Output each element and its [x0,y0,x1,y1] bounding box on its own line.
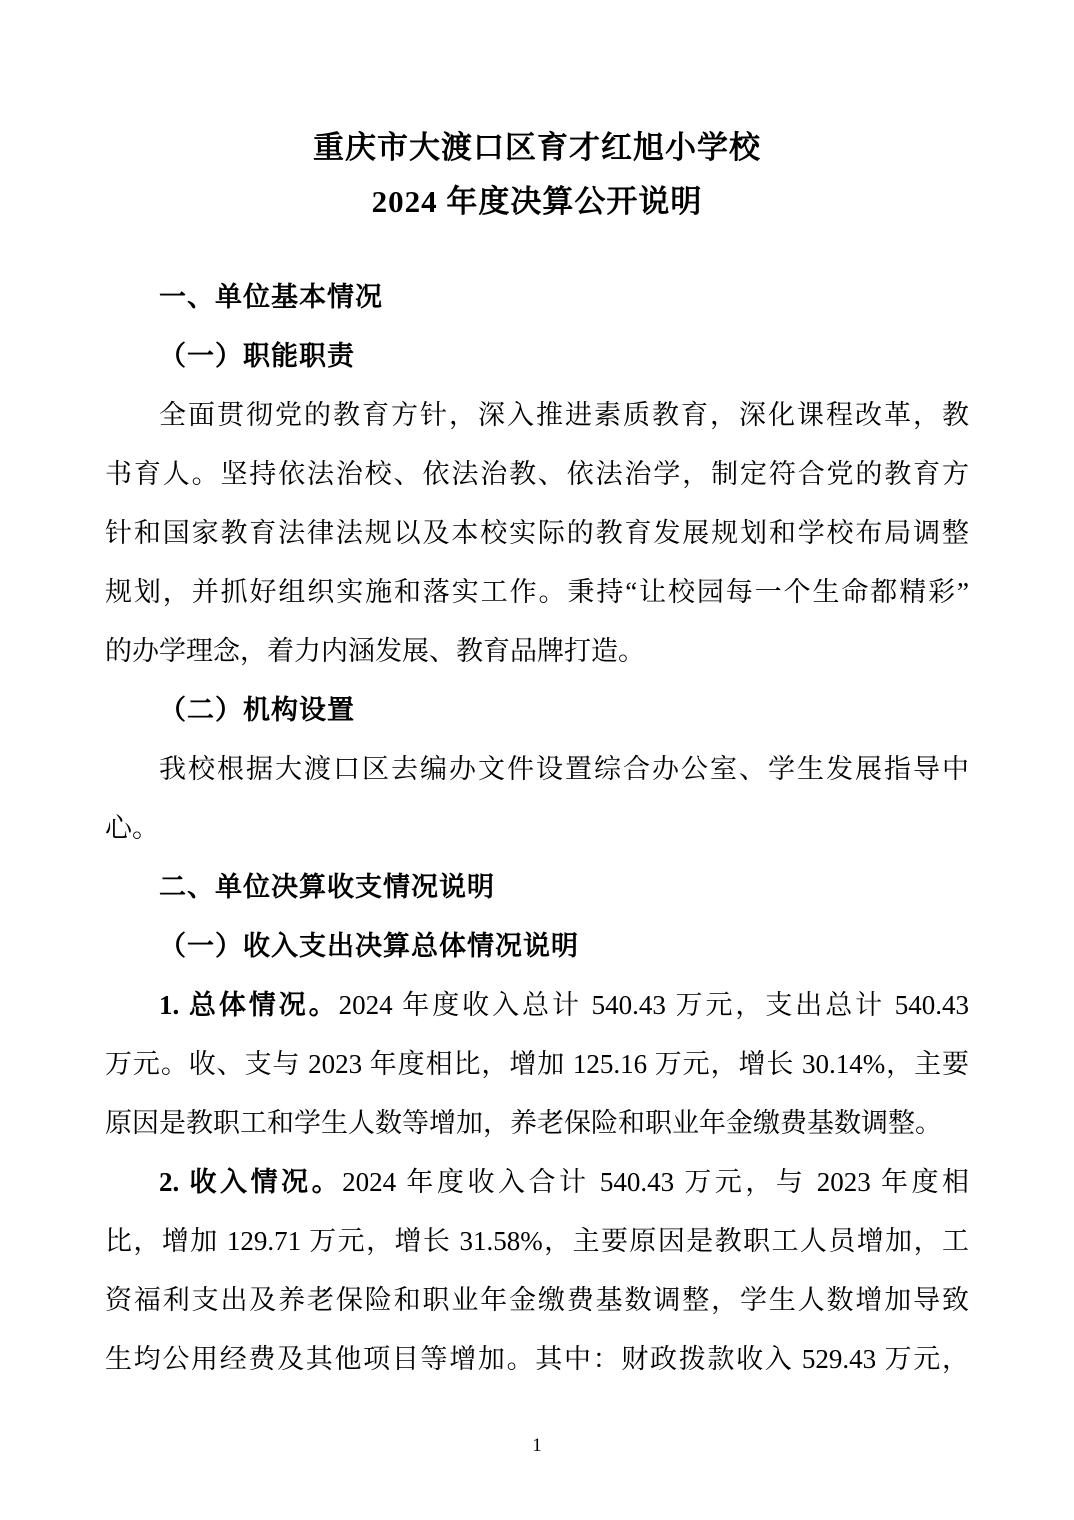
paragraph-line: 我校根据大渡口区去编办文件设置综合办公室、学生发展指导中 [159,754,969,784]
doc-title-line1: 重庆市大渡口区育才红旭小学校 [313,130,761,165]
paragraph-lead: 2. 收入情况。 [159,1167,343,1197]
paragraph-line: 的办学理念，着力内涵发展、教育品牌打造。 [105,636,645,666]
paragraph-line [105,976,969,1035]
paragraph-line: 规划，并抓好组织实施和落实工作。秉持“让校园每一个生命都精彩” [105,577,969,607]
page-number: 1 [532,1435,542,1456]
paragraph-line: 全面贯彻党的教育方针，深入推进素质教育，深化课程改革，教 [159,400,969,430]
doc-title-line2: 2024 年度决算公开说明 [371,184,703,219]
paragraph-line [105,1153,969,1212]
paragraph-line: 比，增加 129.71 万元，增长 31.58%，主要原因是教职工人员增加，工 [105,1226,969,1256]
paragraph-line: 原因是教职工和学生人数等增加，养老保险和职业年金缴费基数调整。 [105,1108,942,1138]
paragraph-line: 资福利支出及养老保险和职业年金缴费基数调整，学生人数增加导致 [105,1285,969,1315]
doc-title [105,121,969,229]
paragraph-line: 万元。收、支与 2023 年度相比，增加 125.16 万元，增长 30.14%，主要 [105,1049,969,1079]
heading-section-2-1: （一）收入支出决算总体情况说明 [159,931,579,961]
paragraph-text: 2024 年度收入合计 540.43 万元，与 2023 年度相 [342,1167,970,1197]
heading-section-1-2: （二）机构设置 [159,695,355,725]
heading-section-1-1: （一）职能职责 [159,341,355,371]
heading-section-2: 二、单位决算收支情况说明 [159,872,495,902]
paragraph-line: 针和国家教育法律法规以及本校实际的教育发展规划和学校布局调整 [105,518,969,548]
paragraph-lead: 1. 总体情况。 [159,990,339,1020]
paragraph-line: 生均公用经费及其他项目等增加。其中：财政拨款收入 529.43 万元， [105,1344,969,1374]
paragraph-line: 心。 [105,813,159,843]
document-body [105,268,969,1389]
heading-section-1: 一、单位基本情况 [159,282,383,312]
paragraph-text: 2024 年度收入总计 540.43 万元，支出总计 540.43 [338,990,970,1020]
paragraph-line: 书育人。坚持依法治校、依法治教、依法治学，制定符合党的教育方 [105,459,969,489]
